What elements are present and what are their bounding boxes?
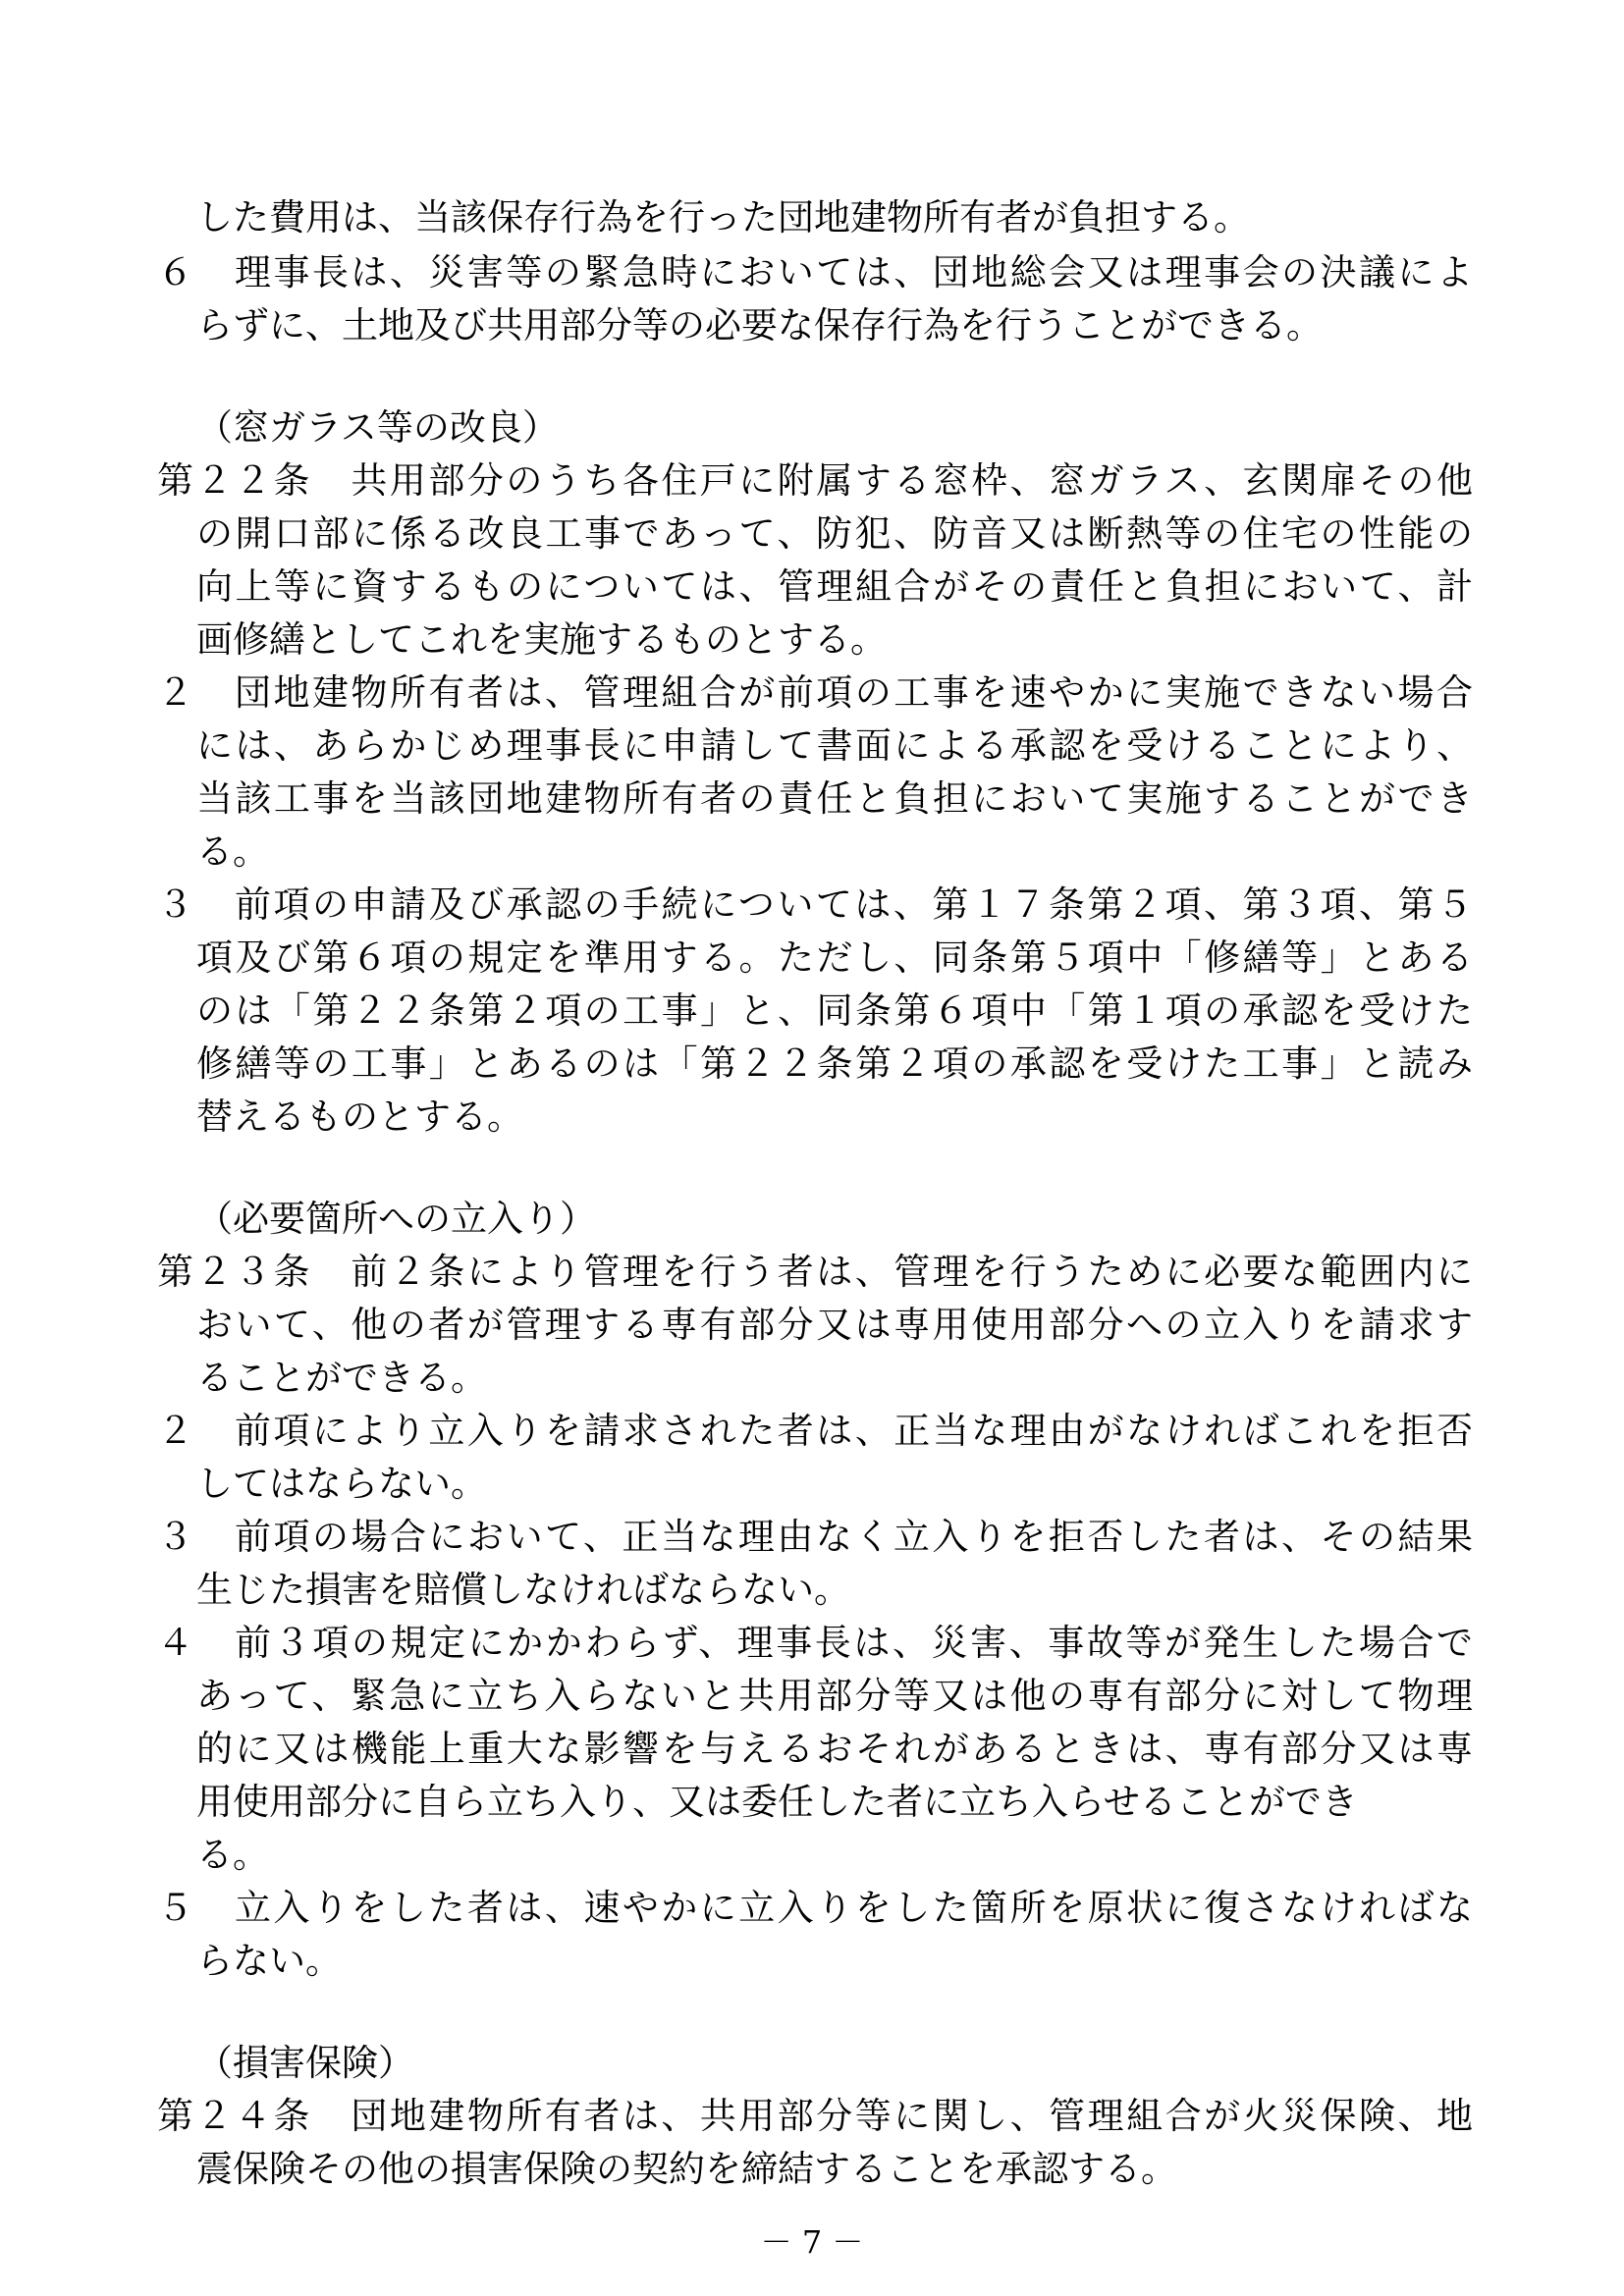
text-line: ２ 前項により立入りを請求された者は、正当な理由がなければこれを拒否	[157, 1410, 1473, 1452]
text-line: る。	[196, 830, 269, 873]
text-line: 的に又は機能上重大な影響を与えるおそれがあるときは、専有部分又は専	[196, 1728, 1473, 1770]
text-line: 替えるものとする。	[196, 1095, 523, 1138]
text-line: ６ 理事長は、災害等の緊急時においては、団地総会又は理事会の決議によ	[157, 251, 1473, 294]
text-line: ２ 団地建物所有者は、管理組合が前項の工事を速やかに実施できない場合	[157, 671, 1473, 714]
text-line: らない。	[196, 1940, 342, 1982]
text-line: らずに、土地及び共用部分等の必要な保存行為を行うことができる。	[196, 304, 1323, 347]
text-line: 生じた損害を賠償しなければならない。	[196, 1569, 850, 1611]
text-line: 画修繕としてこれを実施するものとする。	[196, 618, 887, 661]
text-line: 震保険その他の損害保険の契約を締結することを承認する。	[196, 2148, 1177, 2190]
text-line: あって、緊急に立ち入らないと共用部分等又は他の専有部分に対して物理	[196, 1675, 1473, 1717]
article-line: 第２２条 共用部分のうち各住戸に附属する窓枠、窓ガラス、玄関扉その他	[157, 459, 1473, 502]
section-heading: （窓ガラス等の改良）	[196, 406, 559, 449]
article-line: 第２４条 団地建物所有者は、共用部分等に関し、管理組合が火災保険、地	[157, 2095, 1473, 2137]
text-line: には、あらかじめ理事長に申請して書面による承認を受けることにより、	[196, 724, 1473, 767]
text-line: 当該工事を当該団地建物所有者の責任と負担において実施することができ	[196, 777, 1473, 820]
section-heading: （損害保険）	[196, 2042, 414, 2084]
text-line: 修繕等の工事」とあるのは「第２２条第２項の承認を受けた工事」と読み	[196, 1042, 1473, 1085]
text-line: ５ 立入りをした者は、速やかに立入りをした箇所を原状に復さなければな	[157, 1887, 1473, 1929]
text-line: した費用は、当該保存行為を行った団地建物所有者が負担する。	[196, 196, 1250, 239]
section-heading: （必要箇所への立入り）	[196, 1198, 596, 1240]
text-line: ３ 前項の場合において、正当な理由なく立入りを拒否した者は、その結果	[157, 1516, 1473, 1558]
text-line: 向上等に資するものについては、管理組合がその責任と負担において、計	[196, 565, 1473, 608]
page-number: － 7 －	[760, 2223, 864, 2261]
text-line: ４ 前３項の規定にかかわらず、理事長は、災害、事故等が発生した場合で	[157, 1622, 1473, 1664]
text-line: 項及び第６項の規定を準用する。ただし、同条第５項中「修繕等」とある	[196, 936, 1473, 979]
text-line: の開口部に係る改良工事であって、防犯、防音又は断熱等の住宅の性能の	[196, 512, 1473, 555]
text-line: 用使用部分に自ら立ち入り、又は委任した者に立ち入らせることができ	[196, 1781, 1358, 1823]
text-line: してはならない。	[196, 1463, 487, 1505]
text-line: のは「第２２条第２項の工事」と、同条第６項中「第１項の承認を受けた	[196, 989, 1473, 1032]
text-line: おいて、他の者が管理する専有部分又は専用使用部分への立入りを請求す	[196, 1304, 1473, 1346]
text-line: ３ 前項の申請及び承認の手続については、第１７条第２項、第３項、第５	[157, 883, 1473, 926]
text-line: ることができる。	[196, 1357, 487, 1399]
article-line: 第２３条 前２条により管理を行う者は、管理を行うために必要な範囲内に	[157, 1251, 1473, 1293]
text-line: る。	[196, 1834, 269, 1876]
